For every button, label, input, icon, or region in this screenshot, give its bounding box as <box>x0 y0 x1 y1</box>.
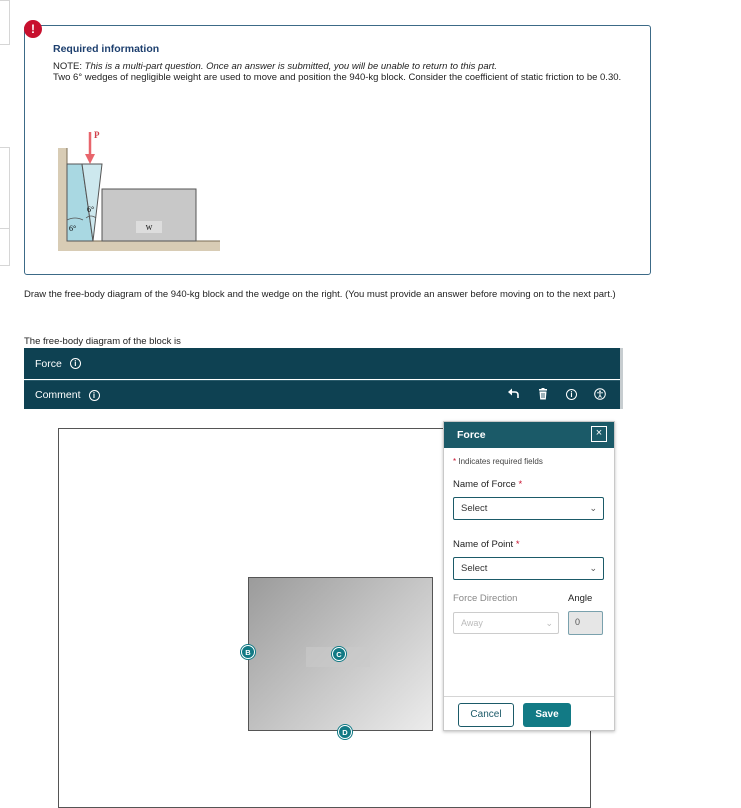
undo-icon[interactable] <box>508 388 520 400</box>
problem-statement: Two 6° wedges of negligible weight are used to move and position the 940-kg block. Consider the coefficient of static friction to be 0.30. <box>53 71 622 83</box>
name-of-point-select[interactable] <box>453 557 604 580</box>
required-star: * <box>453 457 457 466</box>
comment-tool-button[interactable]: Comment <box>35 389 81 401</box>
name-of-force-label <box>453 479 522 490</box>
angle-label: Angle <box>568 593 593 604</box>
name-of-point-label <box>453 539 520 550</box>
info-note <box>53 62 633 83</box>
figure-w-label: W <box>145 224 153 232</box>
required-note-text: Indicates required fields <box>456 457 543 466</box>
accessibility-icon[interactable] <box>594 388 606 400</box>
name-of-force-label-text: Name of Force <box>453 479 516 490</box>
force-direction-value: Away <box>461 618 483 628</box>
point-b[interactable]: B <box>241 645 255 659</box>
panel-divider <box>444 696 614 697</box>
angle-label-right: 6° <box>87 205 95 214</box>
force-panel-title: Force <box>444 422 614 448</box>
force-tool-button[interactable]: Force <box>35 357 62 370</box>
angle-input[interactable]: 0 <box>568 611 603 635</box>
fbd-caption: The free-body diagram of the block is <box>24 336 181 347</box>
side-panel-stub <box>0 228 10 266</box>
instruction-text: Draw the free-body diagram of the 940-kg block and the wedge on the right. (You must provide an answer before moving on to the next part.) <box>24 289 616 300</box>
chevron-down-icon: ⌄ <box>589 503 597 513</box>
force-direction-label: Force Direction <box>453 593 518 604</box>
required-information-box <box>24 25 651 275</box>
required-star: * <box>518 479 523 490</box>
point-c[interactable]: C <box>332 647 346 661</box>
note-italic: This is a multi-part question. Once an answer is submitted, you will be unable to return to this part. <box>84 61 498 72</box>
force-direction-select[interactable] <box>453 612 559 634</box>
trash-icon[interactable] <box>537 388 549 400</box>
point-d[interactable]: D <box>338 725 352 739</box>
required-star: * <box>515 539 520 550</box>
name-of-point-value: Select <box>461 563 488 574</box>
comment-toolbar <box>24 380 620 409</box>
force-info-icon[interactable]: i <box>70 358 81 369</box>
cancel-button[interactable]: Cancel <box>458 703 514 727</box>
toolbar-scrollbar[interactable] <box>620 348 623 409</box>
name-of-point-label-text: Name of Point <box>453 539 514 550</box>
name-of-force-value: Select <box>461 503 488 514</box>
force-toolbar <box>24 348 620 379</box>
required-fields-note <box>453 457 543 466</box>
force-p-label: P <box>94 130 100 140</box>
alert-icon: ! <box>24 20 42 38</box>
info-icon[interactable]: i <box>566 389 577 400</box>
info-title: Required information <box>53 43 160 55</box>
comment-info-icon[interactable]: i <box>89 390 100 401</box>
name-of-force-select[interactable] <box>453 497 604 520</box>
save-button[interactable]: Save <box>523 703 571 727</box>
chevron-down-icon: ⌄ <box>545 618 553 628</box>
angle-label-left: 6° <box>69 224 77 233</box>
force-panel <box>443 421 615 731</box>
side-panel-stub <box>0 0 10 45</box>
close-icon[interactable]: × <box>591 426 607 442</box>
chevron-down-icon: ⌄ <box>589 563 597 573</box>
note-prefix: NOTE: <box>53 61 85 72</box>
wedge-block-figure <box>53 108 228 253</box>
